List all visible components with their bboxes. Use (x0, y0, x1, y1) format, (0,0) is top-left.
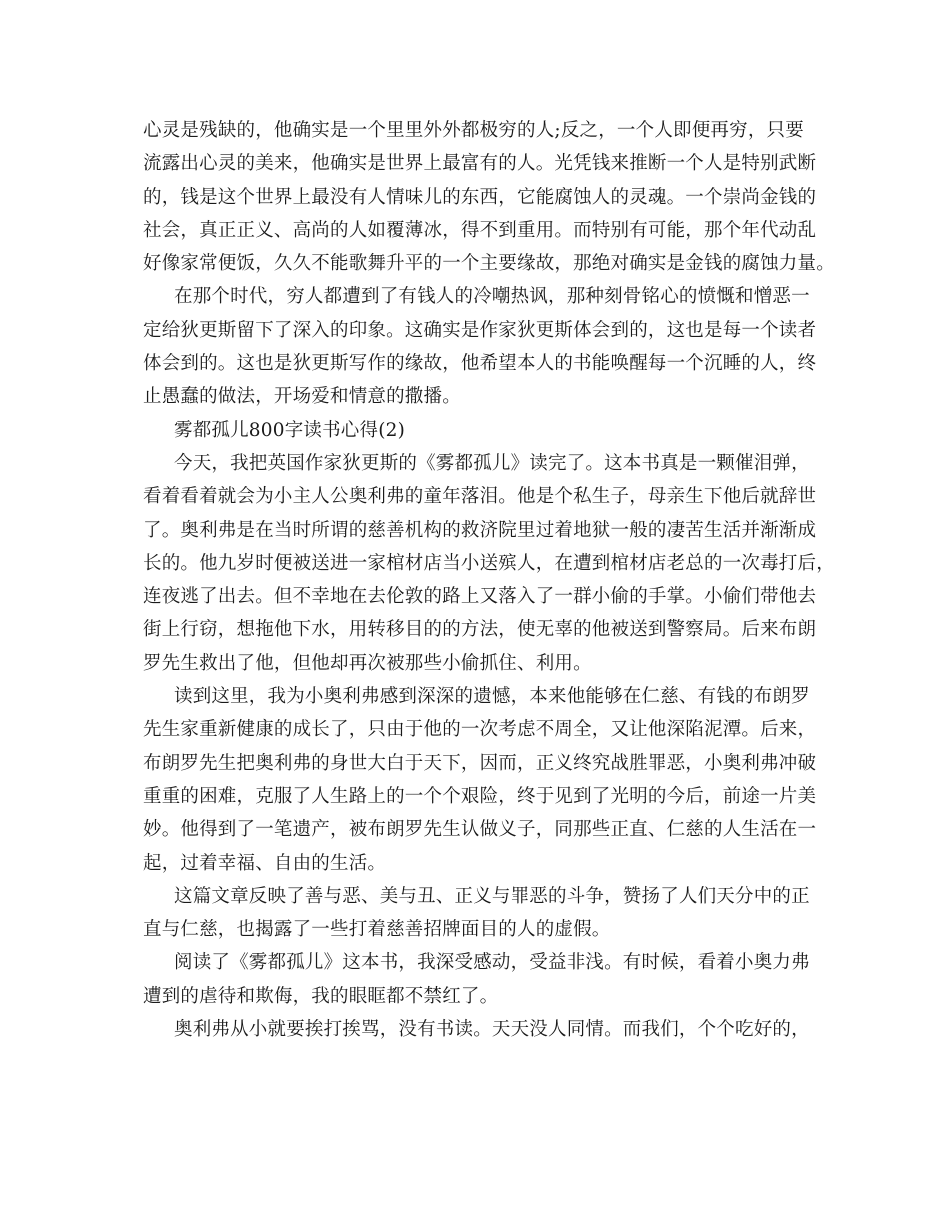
text-line: 遭到的虐待和欺侮，我的眼眶都不禁红了。 (143, 985, 499, 1007)
text-line: 看着看着就会为小主人公奥利弗的童年落泪。他是个私生子，母亲生下他后就辞世 (143, 486, 817, 508)
text-line: 的，钱是这个世界上最没有人情味儿的东西，它能腐蚀人的灵魂。一个崇尚金钱的 (143, 186, 817, 208)
text-line: 止愚蠢的做法，开场爱和情意的撒播。 (143, 386, 461, 408)
text-line: 体会到的。这也是狄更斯写作的缘故，他希望本人的书能唤醒每一个沉睡的人，终 (143, 353, 817, 375)
text-line: 先生家重新健康的成长了，只由于他的一次考虑不周全，又让他深陷泥潭。后来， (143, 719, 817, 741)
text-line: 妙。他得到了一笔遗产，被布朗罗先生认做义子，同那些正直、仁慈的人生活在一 (143, 819, 817, 841)
text-line: 起，过着幸福、自由的生活。 (143, 852, 387, 874)
text-line: 连夜逃了出去。但不幸地在去伦敦的路上又落入了一群小偷的手掌。小偷们带他去 (143, 586, 817, 608)
text-line: 好像家常便饭，久久不能歌舞升平的一个主要缘故，那绝对确实是金钱的腐蚀力量。 (143, 253, 835, 275)
text-line: 社会，真正正义、高尚的人如覆薄冰，得不到重用。而特别有可能，那个年代动乱 (143, 219, 817, 241)
text-line: 在那个时代，穷人都遭到了有钱人的冷嘲热讽，那种刻骨铭心的愤慨和憎恶一 (174, 286, 810, 308)
text-line: 直与仁慈，也揭露了一些打着慈善招牌面目的人的虚假。 (143, 919, 611, 941)
document-body (143, 114, 835, 1046)
text-line: 重重的困难，克服了人生路上的一个个艰险，终于见到了光明的今后，前途一片美 (143, 785, 817, 807)
text-line: 了。奥利弗是在当时所谓的慈善机构的救济院里过着地狱一般的凄苦生活并渐渐成 (143, 519, 817, 541)
text-line: 奥利弗从小就要挨打挨骂，没有书读。天天没人同情。而我们，个个吃好的， (174, 1019, 810, 1041)
text-line: 心灵是残缺的，他确实是一个里里外外都极穷的人;反之，一个人即便再穷，只要 (143, 120, 804, 141)
text-line: 这篇文章反映了善与恶、美与丑、正义与罪恶的斗争，赞扬了人们天分中的正 (174, 885, 810, 907)
text-line: 长的。他九岁时便被送进一家棺材店当小送殡人，在遭到棺材店老总的一次毒打后， (143, 552, 835, 574)
text-line: 定给狄更斯留下了深入的印象。这确实是作家狄更斯体会到的，这也是每一个读者 (143, 319, 817, 341)
text-line: 阅读了《雾都孤儿》这本书，我深受感动，受益非浅。有时候，看着小奥力弗 (174, 952, 810, 974)
text-line: 罗先生救出了他，但他却再次被那些小偷抓住、利用。 (143, 652, 592, 674)
text-line: 布朗罗先生把奥利弗的身世大白于天下，因而，正义终究战胜罪恶，小奥利弗冲破 (143, 752, 817, 774)
text-line: 街上行窃，想拖他下水，用转移目的的方法，使无辜的他被送到警察局。后来布朗 (143, 619, 817, 641)
text-line: 今天，我把英国作家狄更斯的《雾都孤儿》读完了。这本书真是一颗催泪弹， (174, 452, 810, 474)
text-line: 流露出心灵的美来，他确实是世界上最富有的人。光凭钱来推断一个人是特别武断 (143, 153, 817, 175)
section-heading: 雾都孤儿800字读书心得(2) (174, 419, 406, 441)
text-line: 读到这里，我为小奥利弗感到深深的遗憾，本来他能够在仁慈、有钱的布朗罗 (174, 686, 810, 708)
